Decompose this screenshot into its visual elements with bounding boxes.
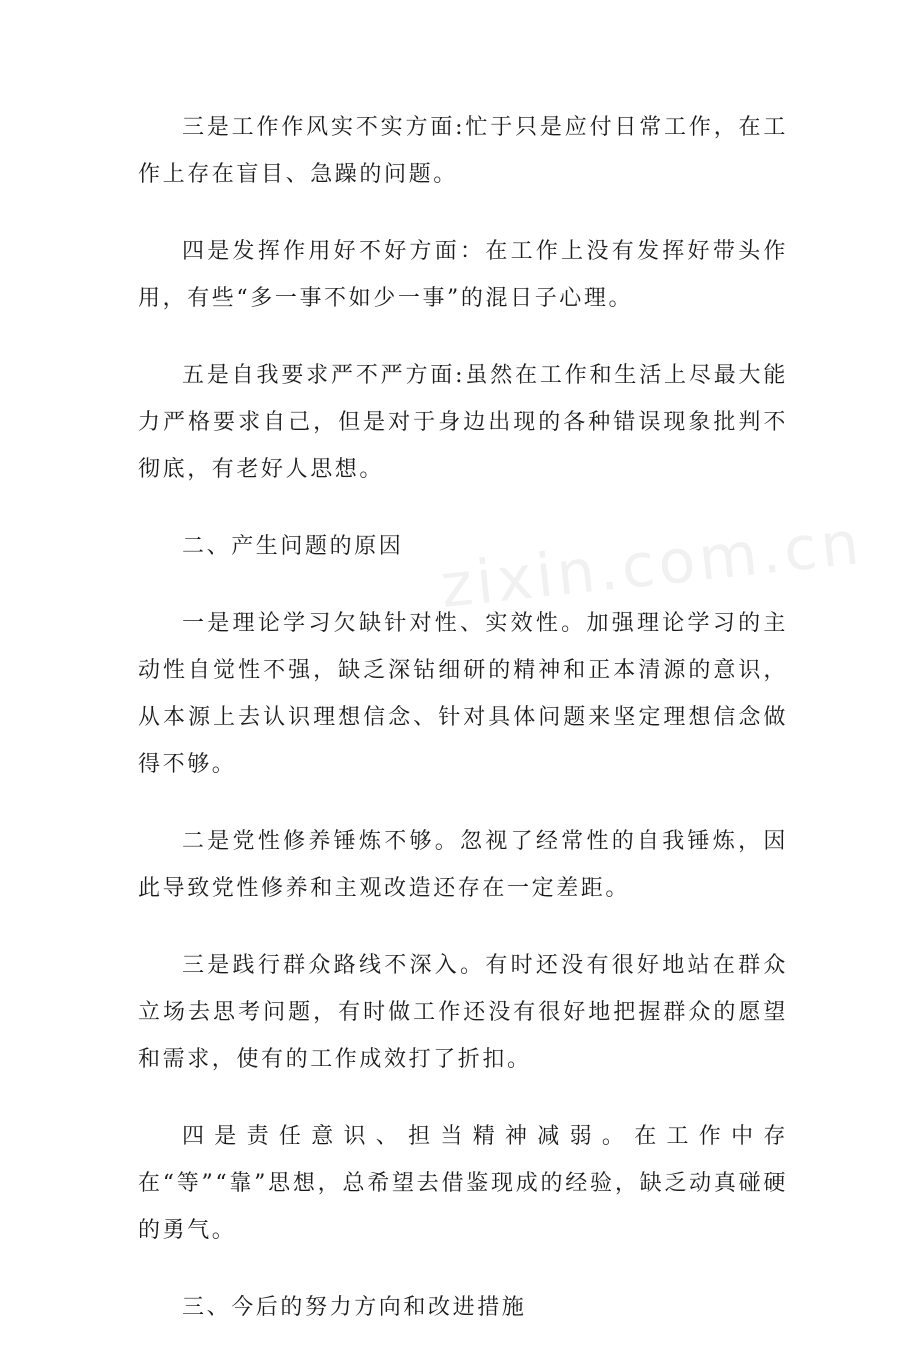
- paragraph-leading-role: 四是发挥作用好不好方面：在工作上没有发挥好带头作用，有些“多一事不如少一事”的混日子心理。: [138, 239, 788, 311]
- paragraph-party-cultivation: 二是党性修养锤炼不够。忽视了经常性的自我锤炼，因此导致党性修养和主观改造还存在一定差距。: [138, 829, 788, 901]
- paragraph-work-style: 三是工作作风实不实方面:忙于只是应付日常工作，在工作上存在盲目、急躁的问题。: [138, 115, 788, 187]
- watermark: zixin.com.cn: [437, 508, 867, 622]
- section-heading-causes: 二、产生问题的原因: [182, 534, 404, 559]
- paragraph-mass-line: 三是践行群众路线不深入。有时还没有很好地站在群众立场去思考问题，有时做工作还没有很好地把握群众的愿望和需求，使有的工作成效打了折扣。: [138, 953, 788, 1072]
- document-body: [138, 104, 788, 1361]
- paragraph-theory-study: 一是理论学习欠缺针对性、实效性。加强理论学习的主动性自觉性不强，缺乏深钻细研的精神和正本清源的意识，从本源上去认识理想信念、针对具体问题来坚定理想信念做得不够。: [138, 611, 788, 777]
- section-heading-improvements: 三、今后的努力方向和改进措施: [182, 1295, 527, 1320]
- paragraph-self-discipline: 五是自我要求严不严方面:虽然在工作和生活上尽最大能力严格要求自己，但是对于身边出现的各种错误现象批判不彻底，有老好人思想。: [138, 363, 788, 482]
- paragraph-responsibility: 四是责任意识、担当精神减弱。在工作中存在“等”“靠”思想，总希望去借鉴现成的经验，缺乏动真碰硬的勇气。: [138, 1124, 788, 1243]
